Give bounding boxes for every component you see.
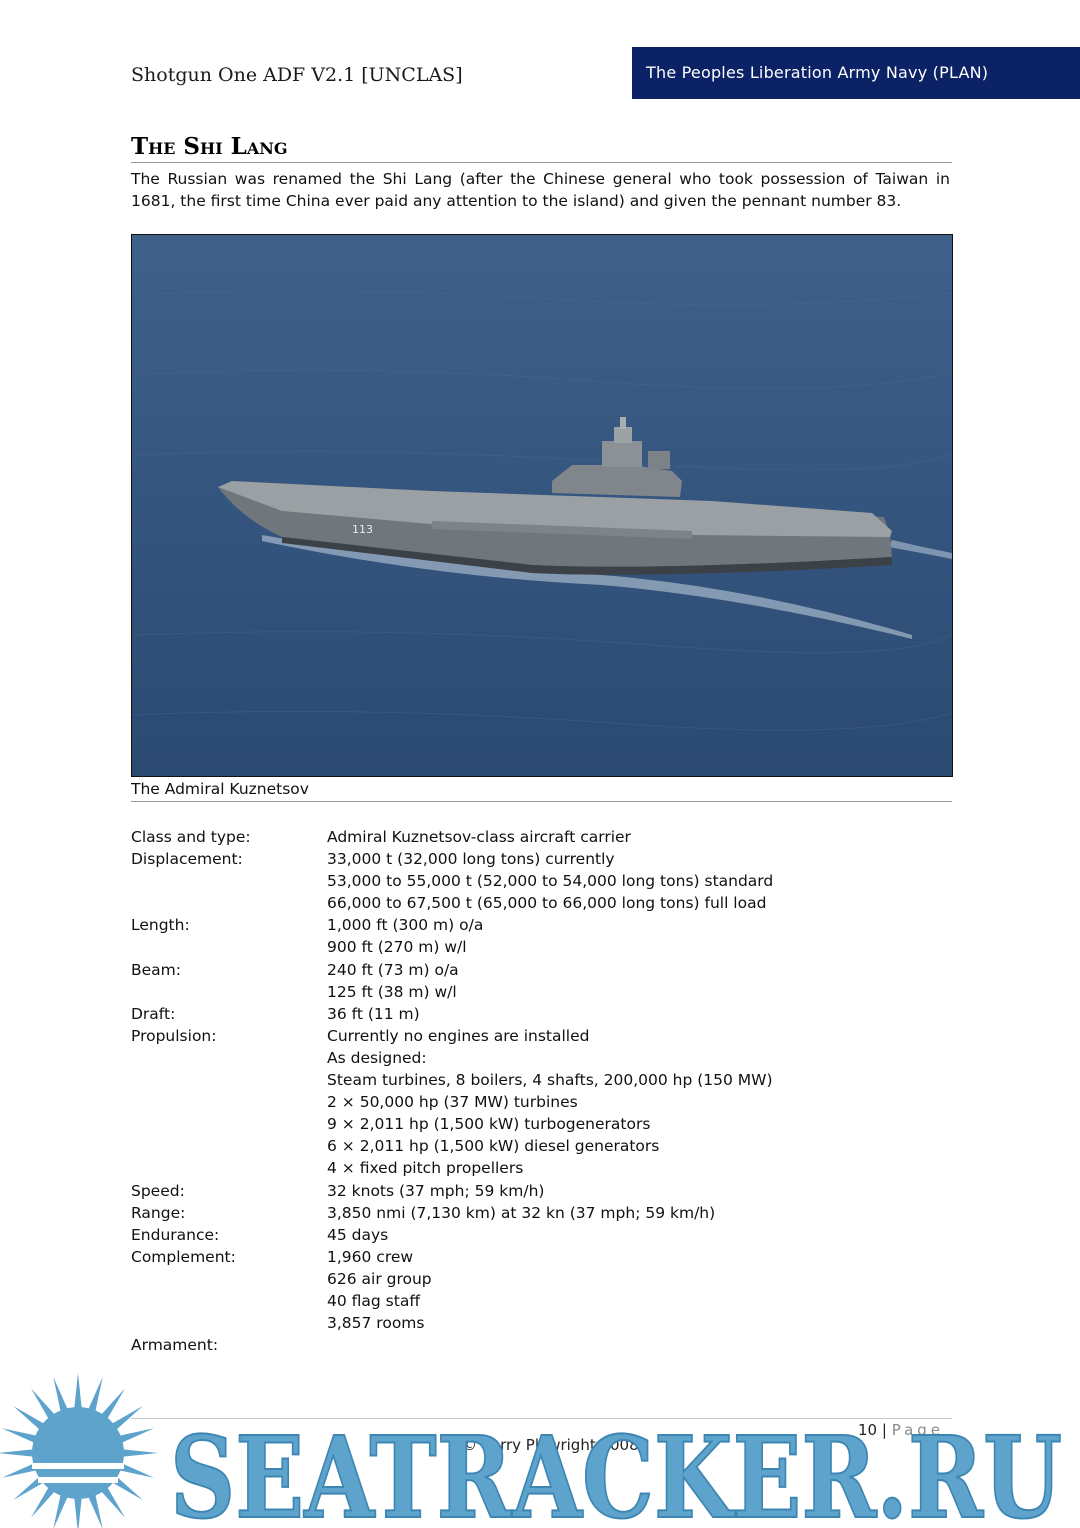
spec-label: Range:	[131, 1203, 186, 1222]
spec-row	[131, 848, 952, 914]
spec-values	[327, 1180, 952, 1202]
document-header-title: Shotgun One ADF V2.1 [UNCLAS]	[131, 64, 463, 86]
sun-ray	[101, 1388, 125, 1419]
spec-value: As designed:	[327, 1048, 427, 1067]
specification-table	[131, 826, 952, 1356]
spec-values	[327, 1003, 952, 1025]
sun-ray	[31, 1486, 55, 1517]
page-separator: |	[881, 1421, 887, 1439]
spec-values	[327, 914, 952, 958]
spec-value: Admiral Kuznetsov-class aircraft carrier	[327, 828, 631, 846]
spec-value: 2 × 50,000 hp (37 MW) turbines	[327, 1093, 578, 1112]
spec-label: Length:	[131, 916, 190, 935]
aircraft-carrier-image	[132, 235, 952, 776]
spec-value: 33,000 t (32,000 long tons) currently	[327, 850, 615, 869]
spec-values	[327, 826, 952, 848]
sun-ray	[31, 1388, 55, 1419]
spec-value: 240 ft (73 m) o/a	[327, 960, 459, 979]
page-number-value: 10	[858, 1421, 878, 1439]
spec-value: 32 knots (37 mph; 59 km/h)	[327, 1181, 545, 1200]
spec-row	[131, 1334, 952, 1356]
spec-value: 125 ft (38 m) w/l	[327, 982, 457, 1001]
page-word: Page	[891, 1421, 945, 1439]
watermark-text: SEATRACKER.RU	[170, 1413, 1062, 1528]
spec-value: 53,000 to 55,000 t (52,000 to 54,000 long tons) standard	[327, 872, 774, 891]
section-title: The Shi Lang	[131, 133, 952, 163]
spec-value: Steam turbines, 8 boilers, 4 shafts, 200,000 hp (150 MW)	[327, 1071, 773, 1090]
sun-ray	[101, 1486, 125, 1517]
spec-value: 9 × 2,011 hp (1,500 kW) turbogenerators	[327, 1115, 651, 1134]
sun-ray	[119, 1463, 155, 1478]
spec-row	[131, 1180, 952, 1202]
spec-values	[327, 1025, 952, 1180]
sun-ray	[111, 1476, 142, 1500]
sun-ray	[13, 1406, 44, 1430]
spec-row	[131, 1003, 952, 1025]
spec-values	[327, 848, 952, 914]
spec-values	[327, 1246, 952, 1334]
sun-ray	[88, 1377, 103, 1413]
sun-ray	[2, 1428, 38, 1443]
sun-logo-icon	[0, 1373, 160, 1528]
spec-values	[327, 1224, 952, 1246]
chapter-banner: The Peoples Liberation Army Navy (PLAN)	[632, 47, 1080, 99]
spec-value: 36 ft (11 m)	[327, 1004, 420, 1023]
spec-value: Currently no engines are installed	[327, 1026, 590, 1045]
spec-row	[131, 826, 952, 848]
spec-value: 45 days	[327, 1225, 389, 1244]
spec-value: 6 × 2,011 hp (1,500 kW) diesel generators	[327, 1137, 660, 1156]
spec-row	[131, 1025, 952, 1180]
carrier-photo	[131, 234, 953, 777]
sun-ray	[0, 1449, 34, 1457]
spec-label: Speed:	[131, 1181, 185, 1200]
spec-row	[131, 1224, 952, 1246]
sun-ray	[53, 1494, 68, 1528]
spec-value: 66,000 to 67,500 t (65,000 to 66,000 long tons) full load	[327, 894, 767, 913]
page-number	[858, 1421, 944, 1439]
spec-label: Displacement:	[131, 850, 243, 869]
copyright-notice: © Kerry Plowright 2008	[462, 1436, 639, 1454]
sun-ray	[122, 1449, 158, 1457]
spec-value: 3,850 nmi (7,130 km) at 32 kn (37 mph; 59 km/h)	[327, 1203, 716, 1222]
intro-paragraph: The Russian was renamed the Shi Lang (after the Chinese general who took possession of Taiwan in 1681, the first time China ever paid any attention to the island) and given the pennant number 83.	[131, 170, 950, 210]
spec-row	[131, 914, 952, 958]
sun-ray	[53, 1377, 68, 1413]
footer-divider	[131, 1418, 952, 1419]
figure-caption: The Admiral Kuznetsov	[131, 780, 952, 802]
spec-value: 626 air group	[327, 1269, 432, 1288]
spec-value: 900 ft (270 m) w/l	[327, 938, 467, 957]
spec-values	[327, 959, 952, 1003]
spec-row	[131, 959, 952, 1003]
spec-label: Armament:	[131, 1336, 219, 1355]
spec-value: 3,857 rooms	[327, 1314, 425, 1333]
spec-label: Complement:	[131, 1247, 236, 1266]
spec-value: 40 flag staff	[327, 1291, 421, 1310]
hull-number: 113	[352, 523, 373, 536]
sun-ray	[13, 1476, 44, 1500]
sun-ray	[88, 1494, 103, 1528]
spec-label: Endurance:	[131, 1225, 220, 1244]
spec-values	[327, 1202, 952, 1224]
sun-ray	[74, 1373, 82, 1409]
sun-ray	[74, 1497, 82, 1528]
spec-values	[327, 1334, 952, 1356]
spec-label: Draft:	[131, 1004, 176, 1023]
spec-row	[131, 1202, 952, 1224]
spec-value: 1,960 crew	[327, 1247, 414, 1266]
spec-label: Class and type:	[131, 828, 251, 846]
spec-label: Propulsion:	[131, 1026, 217, 1045]
spec-value: 4 × fixed pitch propellers	[327, 1159, 524, 1178]
spec-label: Beam:	[131, 960, 181, 979]
sun-ray	[2, 1463, 38, 1478]
spec-value: 1,000 ft (300 m) o/a	[327, 916, 484, 935]
sun-ray	[119, 1428, 155, 1443]
spec-row	[131, 1246, 952, 1334]
